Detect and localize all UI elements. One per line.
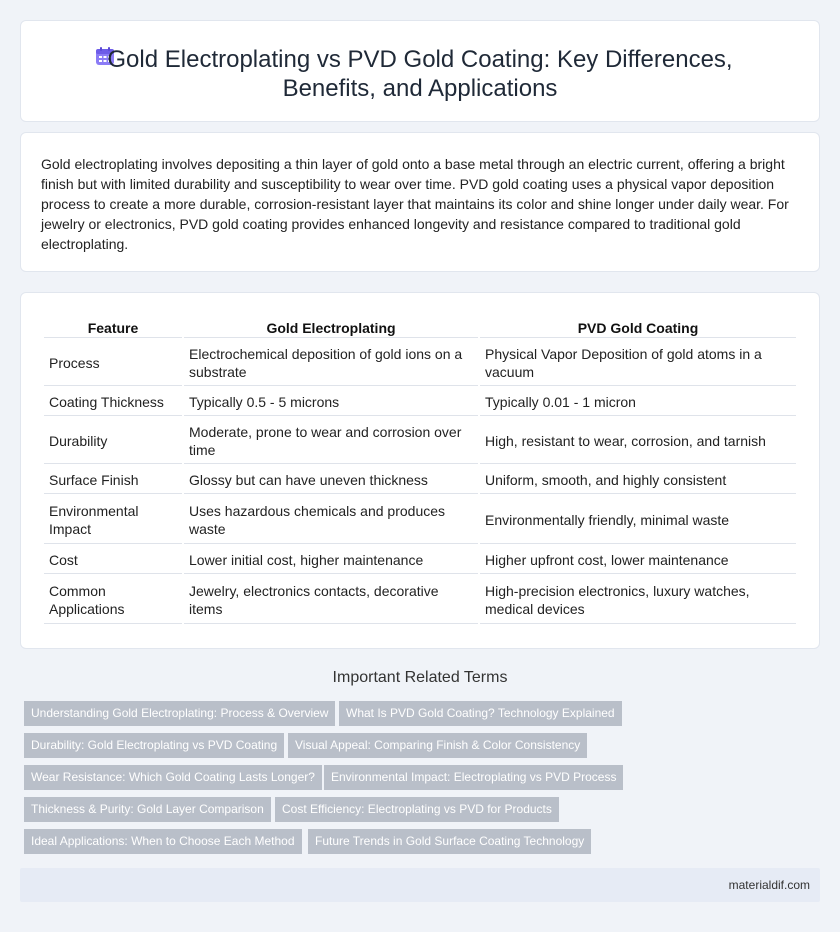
column-header-electroplating: Gold Electroplating bbox=[184, 318, 478, 338]
table-cell: Environmental Impact bbox=[44, 496, 182, 544]
table-row bbox=[44, 388, 796, 416]
table-cell: Uniform, smooth, and highly consistent bbox=[480, 466, 796, 494]
table-cell: High-precision electronics, luxury watches, medical devices bbox=[480, 576, 796, 624]
table-cell: Surface Finish bbox=[44, 466, 182, 494]
table-row bbox=[44, 466, 796, 494]
table-cell: Electrochemical deposition of gold ions on a substrate bbox=[184, 340, 478, 386]
table-row bbox=[44, 576, 796, 624]
table-row bbox=[44, 546, 796, 574]
table-cell: High, resistant to wear, corrosion, and tarnish bbox=[480, 418, 796, 464]
table-header-row bbox=[44, 318, 796, 338]
title-card bbox=[20, 20, 820, 122]
table-cell: Glossy but can have uneven thickness bbox=[184, 466, 478, 494]
related-term-link[interactable]: Environmental Impact: Electroplating vs PVD Process bbox=[324, 765, 623, 790]
table-row bbox=[44, 418, 796, 464]
table-cell: Common Applications bbox=[44, 576, 182, 624]
related-term-link[interactable]: Visual Appeal: Comparing Finish & Color Consistency bbox=[288, 733, 587, 758]
related-term-link[interactable]: Understanding Gold Electroplating: Process & Overview bbox=[24, 701, 335, 726]
intro-card bbox=[20, 132, 820, 272]
table-cell: Typically 0.01 - 1 micron bbox=[480, 388, 796, 416]
related-term-link[interactable]: Cost Efficiency: Electroplating vs PVD for Products bbox=[275, 797, 559, 822]
table-cell: Durability bbox=[44, 418, 182, 464]
related-term-link[interactable]: Ideal Applications: When to Choose Each Method bbox=[24, 829, 302, 854]
comparison-table bbox=[42, 316, 798, 626]
page-title: Gold Electroplating vs PVD Gold Coating: Key Differences, Benefits, and Applications bbox=[107, 46, 733, 102]
related-term-link[interactable]: Future Trends in Gold Surface Coating Technology bbox=[308, 829, 591, 854]
comparison-card bbox=[20, 292, 820, 649]
related-terms-heading: Important Related Terms bbox=[332, 669, 508, 686]
table-cell: Jewelry, electronics contacts, decorative items bbox=[184, 576, 478, 624]
footer bbox=[20, 868, 820, 902]
table-row bbox=[44, 340, 796, 386]
table-row bbox=[44, 496, 796, 544]
intro-paragraph: Gold electroplating involves depositing a thin layer of gold onto a base metal through an electric current, offering a bright finish but with limited durability and susceptibility to wear over time. PVD gold coating uses a physical vapor deposition process to create a more durable, corrosion-resistant layer that maintains its color and shine longer under daily wear. For jewelry or electronics, PVD gold coating provides enhanced longevity and resistance compared to traditional gold electroplating. bbox=[41, 156, 789, 252]
table-cell: Uses hazardous chemicals and produces waste bbox=[184, 496, 478, 544]
column-header-pvd: PVD Gold Coating bbox=[480, 318, 796, 338]
site-name[interactable]: materialdif.com bbox=[728, 878, 810, 892]
table-cell: Higher upfront cost, lower maintenance bbox=[480, 546, 796, 574]
table-cell: Moderate, prone to wear and corrosion over time bbox=[184, 418, 478, 464]
table-cell: Coating Thickness bbox=[44, 388, 182, 416]
related-term-link[interactable]: Wear Resistance: Which Gold Coating Lasts Longer? bbox=[24, 765, 322, 790]
table-cell: Process bbox=[44, 340, 182, 386]
table-cell: Environmentally friendly, minimal waste bbox=[480, 496, 796, 544]
table-cell: Lower initial cost, higher maintenance bbox=[184, 546, 478, 574]
related-term-link[interactable]: Thickness & Purity: Gold Layer Comparison bbox=[24, 797, 271, 822]
table-cell: Physical Vapor Deposition of gold atoms in a vacuum bbox=[480, 340, 796, 386]
column-header-feature: Feature bbox=[44, 318, 182, 338]
related-term-link[interactable]: Durability: Gold Electroplating vs PVD Coating bbox=[24, 733, 284, 758]
table-cell: Typically 0.5 - 5 microns bbox=[184, 388, 478, 416]
table-cell: Cost bbox=[44, 546, 182, 574]
related-term-link[interactable]: What Is PVD Gold Coating? Technology Explained bbox=[339, 701, 622, 726]
